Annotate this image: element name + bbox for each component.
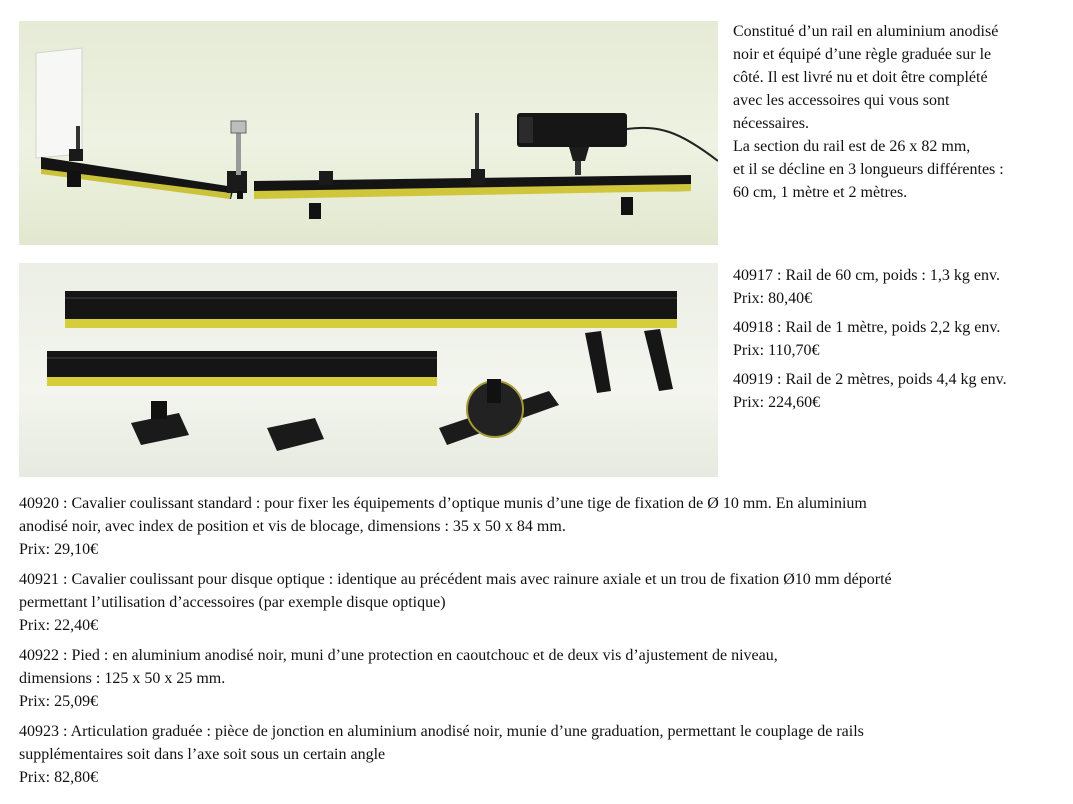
accessory-line: anodisé noir, avec index de position et vis de blocage, dimensions : 35 x 50 x 84 mm. (19, 518, 566, 535)
intro-line: nécessaires. (733, 115, 809, 132)
intro-paragraph (733, 20, 1068, 204)
rail-item (733, 368, 1068, 414)
rail-price: Prix: 224,60€ (733, 394, 821, 411)
accessory-line: dimensions : 125 x 50 x 25 mm. (19, 670, 226, 687)
accessory-item (19, 720, 1064, 789)
accessory-price: Prix: 82,80€ (19, 769, 99, 786)
intro-line: La section du rail est de 26 x 82 mm, (733, 138, 971, 155)
accessory-price: Prix: 29,10€ (19, 541, 99, 558)
intro-line: 60 cm, 1 mètre et 2 mètres. (733, 184, 908, 201)
intro-line: côté. Il est livré nu et doit être complété (733, 69, 988, 86)
rails-accessories-photo (19, 263, 718, 477)
intro-line: et il se décline en 3 longueurs différentes : (733, 161, 1004, 178)
accessory-item (19, 568, 1064, 637)
accessory-line: 40923 : Articulation graduée : pièce de jonction en aluminium anodisé noir, munie d’une graduation, permettant le couplage de rails (19, 723, 864, 740)
accessory-line: 40920 : Cavalier coulissant standard : pour fixer les équipements d’optique munis d’une tige de fixation de Ø 10 mm. En aluminium (19, 495, 867, 512)
rail-description: 40918 : Rail de 1 mètre, poids 2,2 kg env. (733, 319, 1001, 336)
intro-line: avec les accessoires qui vous sont (733, 92, 950, 109)
rail-price: Prix: 110,70€ (733, 342, 820, 359)
accessory-item (19, 644, 1064, 713)
accessory-price: Prix: 25,09€ (19, 693, 99, 710)
accessory-line: supplémentaires soit dans l’axe soit sous un certain angle (19, 746, 386, 763)
optical-bench-photo (19, 21, 718, 245)
accessory-line: permettant l’utilisation d’accessoires (par exemple disque optique) (19, 594, 446, 611)
accessory-price: Prix: 22,40€ (19, 617, 99, 634)
rail-description: 40917 : Rail de 60 cm, poids : 1,3 kg env. (733, 267, 1000, 284)
accessory-item (19, 492, 1064, 561)
intro-line: Constitué d’un rail en aluminium anodisé (733, 23, 999, 40)
rail-description: 40919 : Rail de 2 mètres, poids 4,4 kg env. (733, 371, 1007, 388)
rail-item (733, 264, 1068, 310)
accessory-line: 40921 : Cavalier coulissant pour disque optique : identique au précédent mais avec rainure axiale et un trou de fixation Ø10 mm déporté (19, 571, 892, 588)
rail-item (733, 316, 1068, 362)
intro-line: noir et équipé d’une règle graduée sur le (733, 46, 992, 63)
rail-price: Prix: 80,40€ (733, 290, 813, 307)
accessory-line: 40922 : Pied : en aluminium anodisé noir, muni d’une protection en caoutchouc et de deux vis d’ajustement de niveau, (19, 647, 778, 664)
